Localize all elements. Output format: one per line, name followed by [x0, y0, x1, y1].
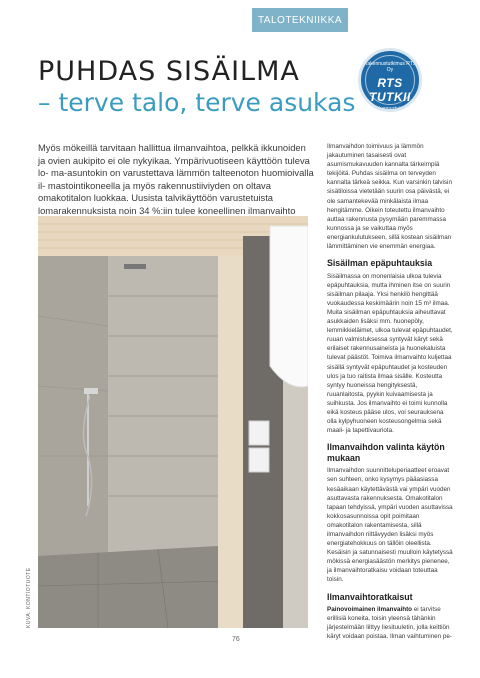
- heading-epapuhtauksia: Sisäilman epäpuhtauksia: [327, 258, 433, 269]
- lead-paragraph: Myös mökeillä tarvitaan hallittua ilmanvaihtoa, pelkkä ikkunoiden ja ovien aukipito ei ole nykyikaa. Ympärivuotiseen käyttöön tuleva lo- ma-asuntokin on varustettava lämmön talteenoton huomioivalla il- mastointikoneella ja myös rakennustiiviyden on oltava omakotitalon luokkaa. Uusista talvikäyttöön varustetuista lomarakennuksista noin 34 %:iin tulee koneellinen ilmanvaihto: [38, 142, 314, 216]
- article-body-column: [327, 142, 455, 645]
- bold-lead-term: Painovoimainen ilmanvaihto: [327, 606, 413, 614]
- article-title: PUHDAS SISÄILMA: [38, 56, 300, 87]
- paragraph-valinta: Ilmanvaihdon suunnitteluperiaatteet eroavat sen suhteen, onko kysymys pääasiassa kesäaikaan käytettävästä vai ympäri vuoden asuttavasta rakennuksesta. Omakotitalon tapaan tehdyissä, ympäri vuoden asuttavissa kokkosasunnoissa opit poimitaan omakotitalon rakentamisesta, sillä ilmanvaihdon riittävyyden lisäksi myös energiatehokkuus on tällöin oleellista. Kesäisin ja satunnaisesti muulloin käytetyssä mökissä energiasäästön merkitys pienenee, ja ilmanvaihtoratkaisu voidaan toteuttaa toisin.: [327, 467, 453, 584]
- article-subtitle: – terve talo, terve asukas: [38, 88, 356, 117]
- paragraph-epapuhtauksia: Sisäilmassa on monenlaisia ulkoa tulevia epäpuhtauksia, mutta ihminen itse on suurin sisäilman pilaaja. Yksi henkilö hengittää vuokaudessa keskimäärin noin 15 m³ ilmaa. Muita sisäilman epäpuhtauksia aiheuttavat asukkaiden lisäksi mm. huonepöly, lemmikkieläimet, ulkoa tulevat epäpuhtaudet, ruuan valmistuksessa syntyvät käryt sekä erilaiset rakennusaineista ja huonekaluista tulevat päästöt. Toimiva ilmanvaihto kuljettaa sisällä syntyvät epäpuhtaudet ja kosteuden ulos ja tuo raitista ilmaa sisälle. Kosteutta syntyy huoneissa hengityksestä, ruuanlaitosta, pyykin kuivaamisesta ja suihkusta. Jos ilmanvaihto ei toimi kunnolla eikä kosteus pääse ulos, voi seurauksena olla kylpyhuoneen kosteusongelmia sekä maali- ja tapettivauriota.: [327, 272, 453, 435]
- section-tag: TALOTEKNIIKKA: [252, 8, 348, 32]
- badge-top-text: Rakennustutkimus RTS Oy: [363, 61, 417, 73]
- badge-ring: [365, 55, 415, 105]
- heading-ratkaisut: Ilmanvaihtoratkaisut: [327, 591, 413, 602]
- badge-bottom-text: www.rakennustutkimus.fi: [362, 106, 418, 112]
- badge-logo-text: RTS TUTKII: [369, 76, 411, 104]
- page-number: 76: [232, 636, 240, 643]
- shower-room-photo: [38, 216, 308, 628]
- paragraph-ratkaisut-text: ei tarvitse erillisiä koneita, toisin yleensä tähänkin järjestelmään liittyy liesituuletin, jolla keittiön käryt voidaan poistaa. Ilman vaihtuminen pe-: [327, 606, 452, 641]
- heading-valinta: Ilmanvaihdon valinta käytön mukaan: [327, 442, 445, 463]
- rts-tutkii-badge: [358, 48, 422, 112]
- column-intro: Ilmanvaihdon toimivuus ja lämmön jakautuminen tasaisesti ovat asumismukavuuden kannalta tärkeimpiä tekijöitä. Puhdas sisäilma on terveyden kannalta tärkeä seikka. Kun varsinkin talvisin sisätiloissa vietetään suurin osa päivästä, ei ole samantekevää minkälaista ilmaa hengitämme. Oikein toteutettu ilmanvaihto auttaa rakennusta pysymään paremmassa kunnossa ja se vaikuttaa myös energiankulutukseen, sillä kostean sisäilman lämmittäminen vie enemmän energiaa.: [327, 143, 452, 251]
- photo-credit: KUVA: KONTIOTUOTE: [26, 567, 32, 628]
- paragraph-ratkaisut: [327, 605, 455, 641]
- shower-illustration: [38, 216, 308, 628]
